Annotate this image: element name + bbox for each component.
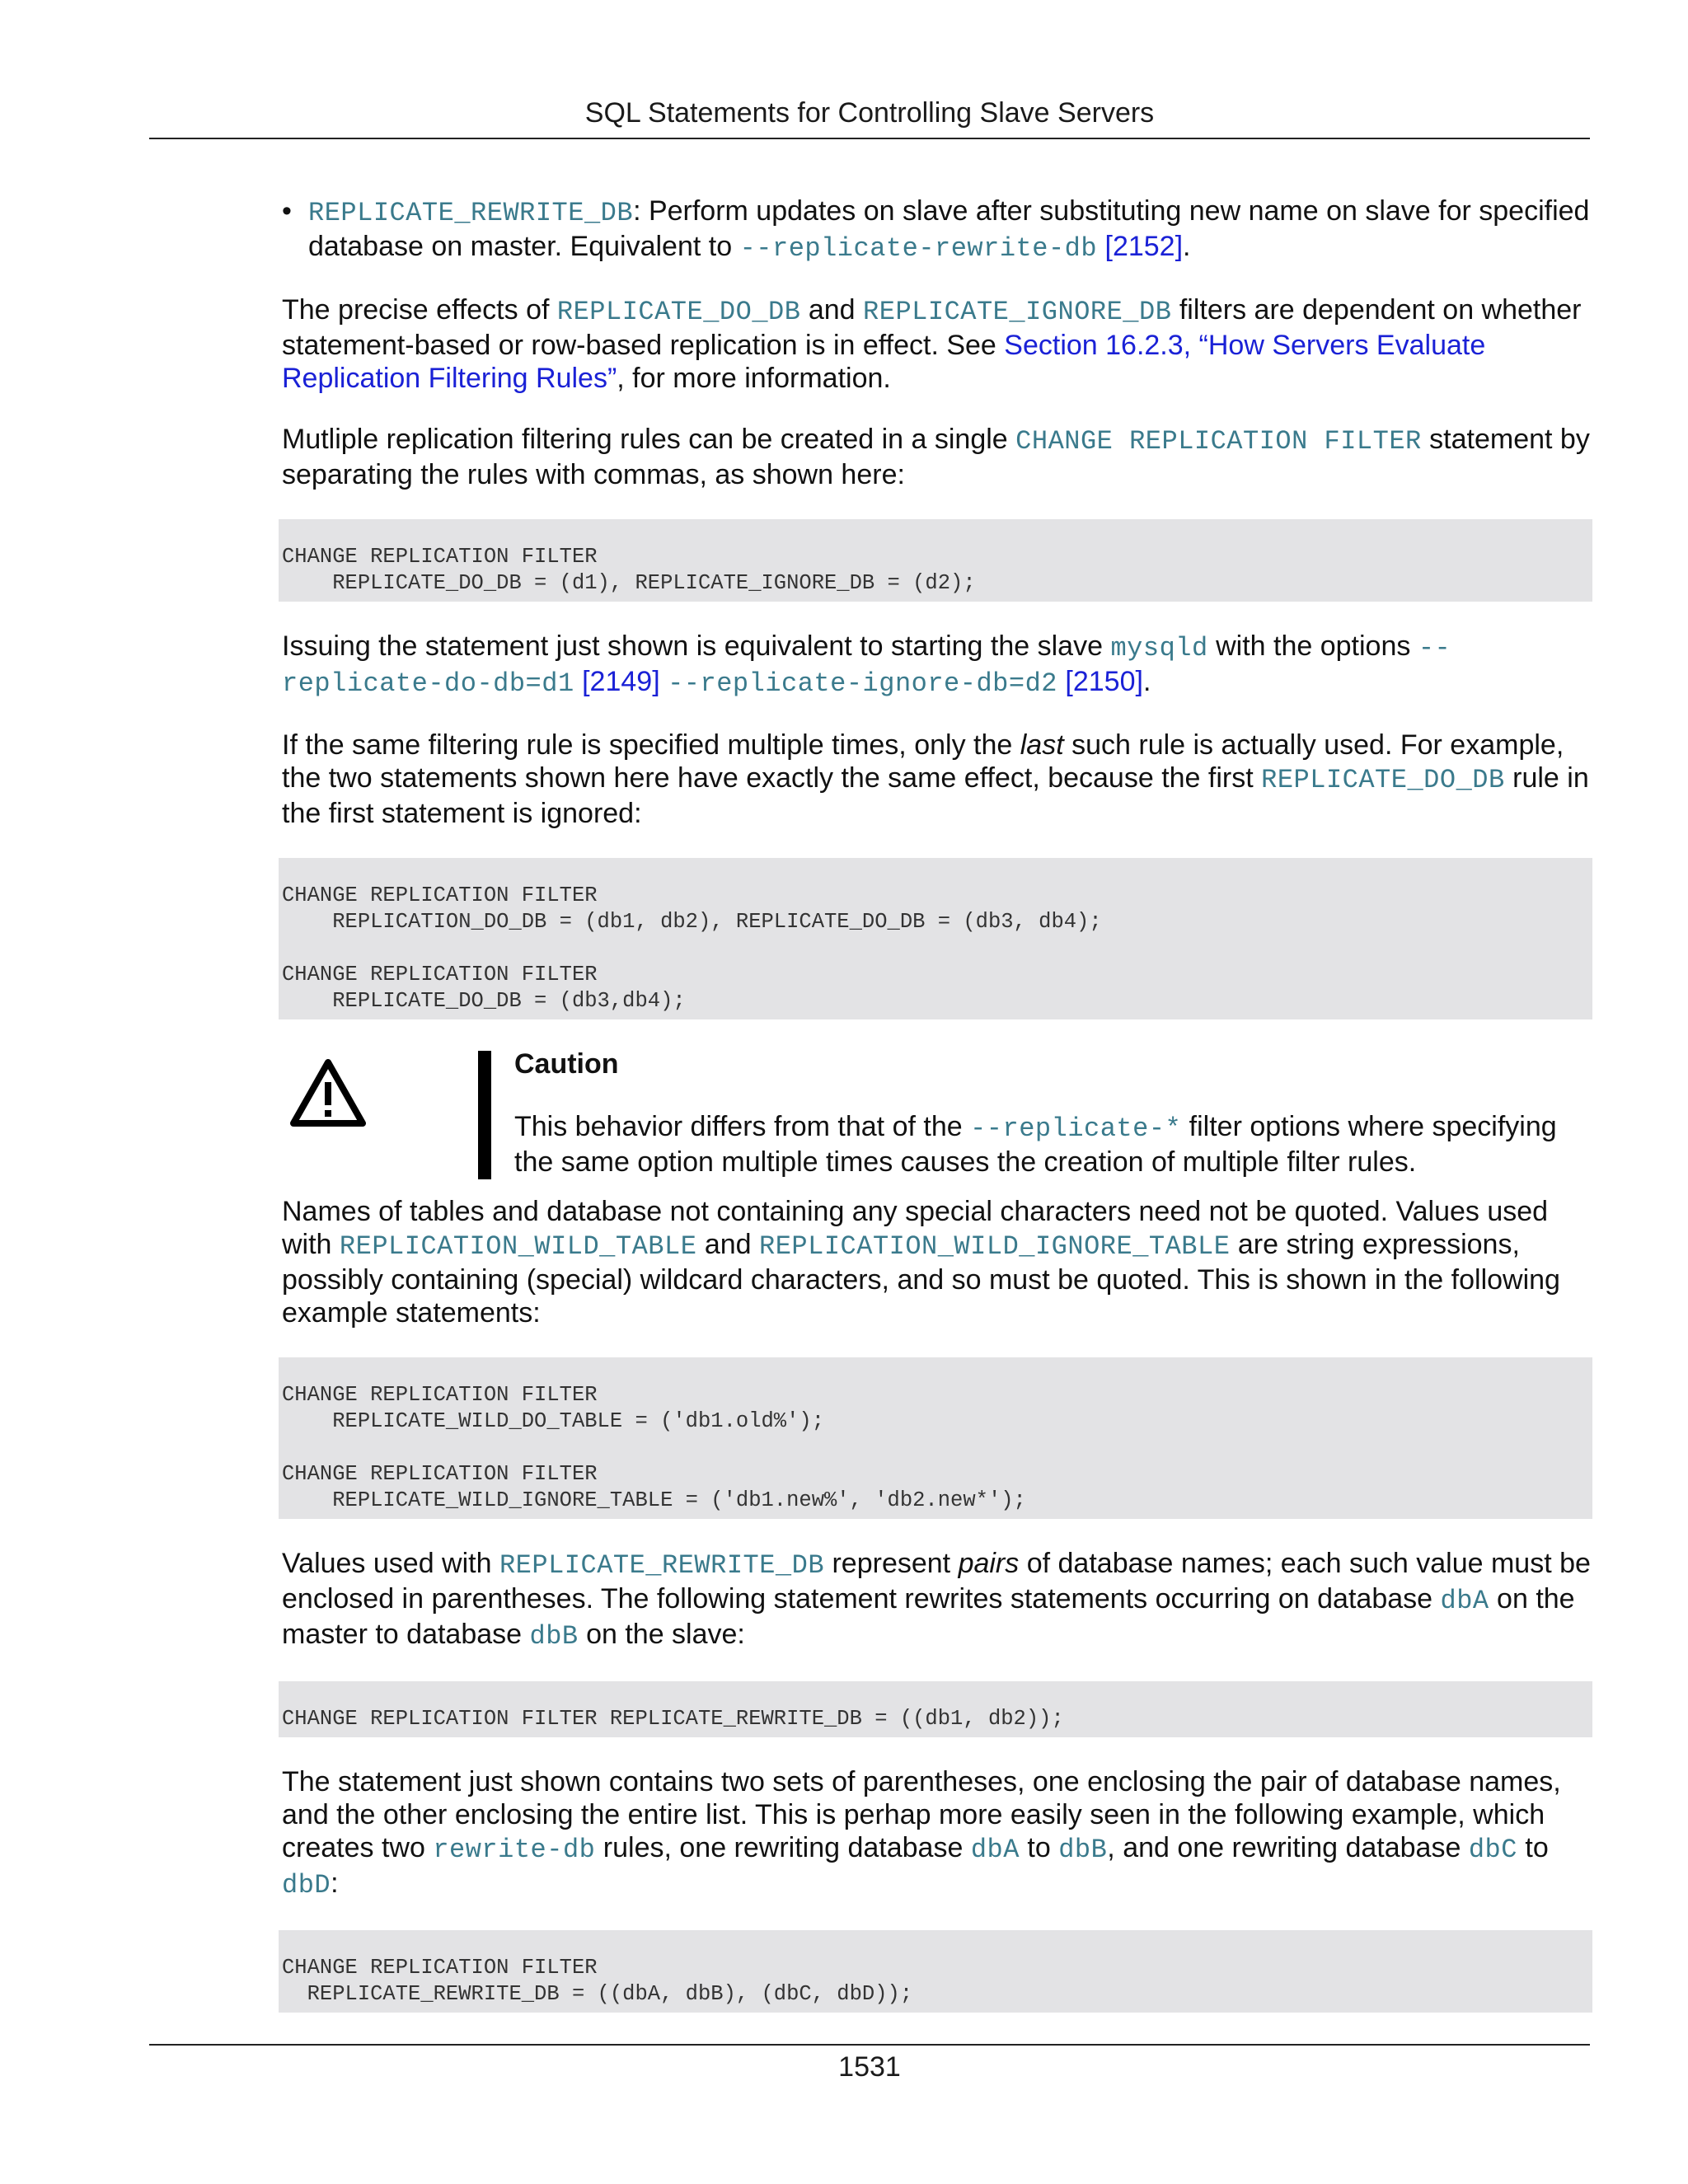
- text-run: Values used with: [282, 1548, 499, 1579]
- page-header-title: SQL Statements for Controlling Slave Servers: [584, 97, 1155, 129]
- inline-code: REPLICATE_DO_DB: [1261, 765, 1505, 795]
- text-run: and: [696, 1229, 760, 1260]
- text-run: to: [1019, 1832, 1059, 1863]
- text-run: If the same filtering rule is specified multiple times, only the: [282, 729, 1020, 761]
- text-run: This behavior differs from that of the: [514, 1111, 971, 1142]
- code-block: CHANGE REPLICATION FILTER REPLICATE_REWRITE_DB = ((db1, db2));: [279, 1681, 1592, 1737]
- code-block: CHANGE REPLICATION FILTER REPLICATE_REWRITE_DB = ((dbA, dbB), (dbC, dbD));: [279, 1930, 1592, 2013]
- paragraph-parentheses: [282, 1765, 1592, 1902]
- inline-code: dbC: [1468, 1835, 1517, 1865]
- text-run: , and one rewriting database: [1107, 1832, 1469, 1863]
- paragraph-equivalent-options: [282, 630, 1592, 701]
- text-run: statement by separating the rules with commas, as shown here:: [282, 424, 1590, 490]
- text-run: filter options where specifying the same option multiple times causes the creation of multiple filter rules.: [514, 1111, 1557, 1178]
- inline-code: mysqld: [1110, 633, 1208, 663]
- text-run: on the slave:: [578, 1619, 745, 1650]
- text-run: are string expressions, possibly containing (special) wildcard characters, and so must be quoted. This is shown in the following example statements:: [282, 1229, 1560, 1329]
- footer-divider: [149, 2044, 1590, 2046]
- text-run: : Perform updates on slave after substituting new name on slave for specified database on master. Equivalent to: [308, 195, 1590, 262]
- text-run: .: [1183, 231, 1191, 262]
- paragraph-quoting: [282, 1195, 1592, 1329]
- caution-bar: [478, 1051, 491, 1179]
- text-run: Mutliple replication filtering rules can be created in a single: [282, 424, 1016, 455]
- paragraph-filter-effects: [282, 293, 1592, 395]
- page-number: 1531: [838, 2051, 901, 2083]
- inline-code: dbB: [529, 1621, 579, 1652]
- paragraph-multiple-rules: [282, 423, 1592, 491]
- text-run: filters are dependent on whether statement-based or row-based replication is in effect. See: [282, 294, 1582, 361]
- inline-code: CHANGE REPLICATION FILTER: [1015, 426, 1422, 457]
- caution-title: Caution: [514, 1048, 619, 1080]
- section-link[interactable]: Section 16.2.3, “How Servers Evaluate Replication Filtering Rules”: [282, 330, 1486, 394]
- document-body: [282, 194, 1592, 2041]
- code-block: CHANGE REPLICATION FILTER REPLICATE_DO_DB = (d1), REPLICATE_IGNORE_DB = (d2);: [279, 519, 1592, 602]
- inline-code: REPLICATION_WILD_TABLE: [339, 1231, 697, 1262]
- inline-code: rewrite-db: [433, 1835, 596, 1865]
- bullet-dot: •: [282, 195, 292, 227]
- text-run: The precise effects of: [282, 294, 557, 326]
- inline-code: dbA: [970, 1835, 1020, 1865]
- code-block: CHANGE REPLICATION FILTER REPLICATION_DO_DB = (db1, db2), REPLICATE_DO_DB = (db3, db4); CHANGE REPLICATION FILTER REPLICATE_DO_DB = (db3,db4);: [279, 858, 1592, 1019]
- inline-code: --replicate-rewrite-db: [739, 233, 1098, 264]
- text-run: such rule is actually used. For example, the two statements shown here have exactly the same effect, because the first: [282, 729, 1564, 794]
- text-run: rules, one rewriting database: [595, 1832, 971, 1863]
- text-run: :: [331, 1868, 339, 1899]
- inline-code: REPLICATE_REWRITE_DB: [499, 1550, 825, 1581]
- caution-admonition: [282, 1038, 1592, 1178]
- text-run: of database names; each such value must be enclosed in parentheses. The following statement rewrites statements occurring on database: [282, 1548, 1591, 1615]
- text-run: The statement just shown contains two sets of parentheses, one enclosing the pair of database names, and the other enclosing the entire list. This is perhap more easily seen in the following example, which creates two: [282, 1766, 1561, 1863]
- code-block: CHANGE REPLICATION FILTER REPLICATE_WILD_DO_TABLE = ('db1.old%'); CHANGE REPLICATION FILTER REPLICATE_WILD_IGNORE_TABLE = ('db1.new%', 'db2.new*');: [279, 1357, 1592, 1519]
- paragraph-last-rule: [282, 729, 1592, 830]
- inline-code: --replicate-do-db=d1: [282, 633, 1451, 699]
- inline-code: REPLICATE_DO_DB: [556, 297, 801, 327]
- inline-code: --replicate-ignore-db=d2: [668, 668, 1057, 699]
- inline-code: dbB: [1058, 1835, 1108, 1865]
- emphasis: pairs: [958, 1548, 1020, 1579]
- text-run: Issuing the statement just shown is equivalent to starting the slave: [282, 630, 1111, 662]
- inline-code: REPLICATE_REWRITE_DB: [308, 198, 634, 228]
- inline-code: dbD: [282, 1870, 331, 1900]
- text-run: represent: [824, 1548, 959, 1579]
- paragraph-rewrite-pairs: [282, 1547, 1592, 1653]
- text-run: .: [1142, 666, 1151, 697]
- text-run: with the options: [1207, 630, 1418, 662]
- inline-code: --replicate-*: [970, 1113, 1182, 1144]
- text-run: rule in the first statement is ignored:: [282, 762, 1589, 829]
- text-run: , for more information.: [617, 363, 891, 394]
- page-ref-link[interactable]: [2150]: [1065, 666, 1143, 697]
- warning-icon: [288, 1057, 368, 1128]
- header-divider: [149, 138, 1590, 139]
- inline-code: REPLICATE_IGNORE_DB: [863, 297, 1172, 327]
- page-ref-link[interactable]: [2149]: [582, 666, 660, 697]
- text-run: and: [800, 294, 864, 326]
- inline-code: REPLICATION_WILD_IGNORE_TABLE: [759, 1231, 1231, 1262]
- inline-code: dbA: [1440, 1586, 1489, 1616]
- text-run: to: [1517, 1832, 1549, 1863]
- text-run: on the master to database: [282, 1583, 1575, 1650]
- text-run: Names of tables and database not containing any special characters need not be quoted. Values used with: [282, 1196, 1549, 1260]
- bullet-list: [282, 194, 1592, 265]
- caution-text: [514, 1110, 1586, 1179]
- list-item: [282, 194, 1592, 265]
- page-ref-link[interactable]: [2152]: [1104, 231, 1184, 262]
- emphasis: last: [1020, 729, 1064, 761]
